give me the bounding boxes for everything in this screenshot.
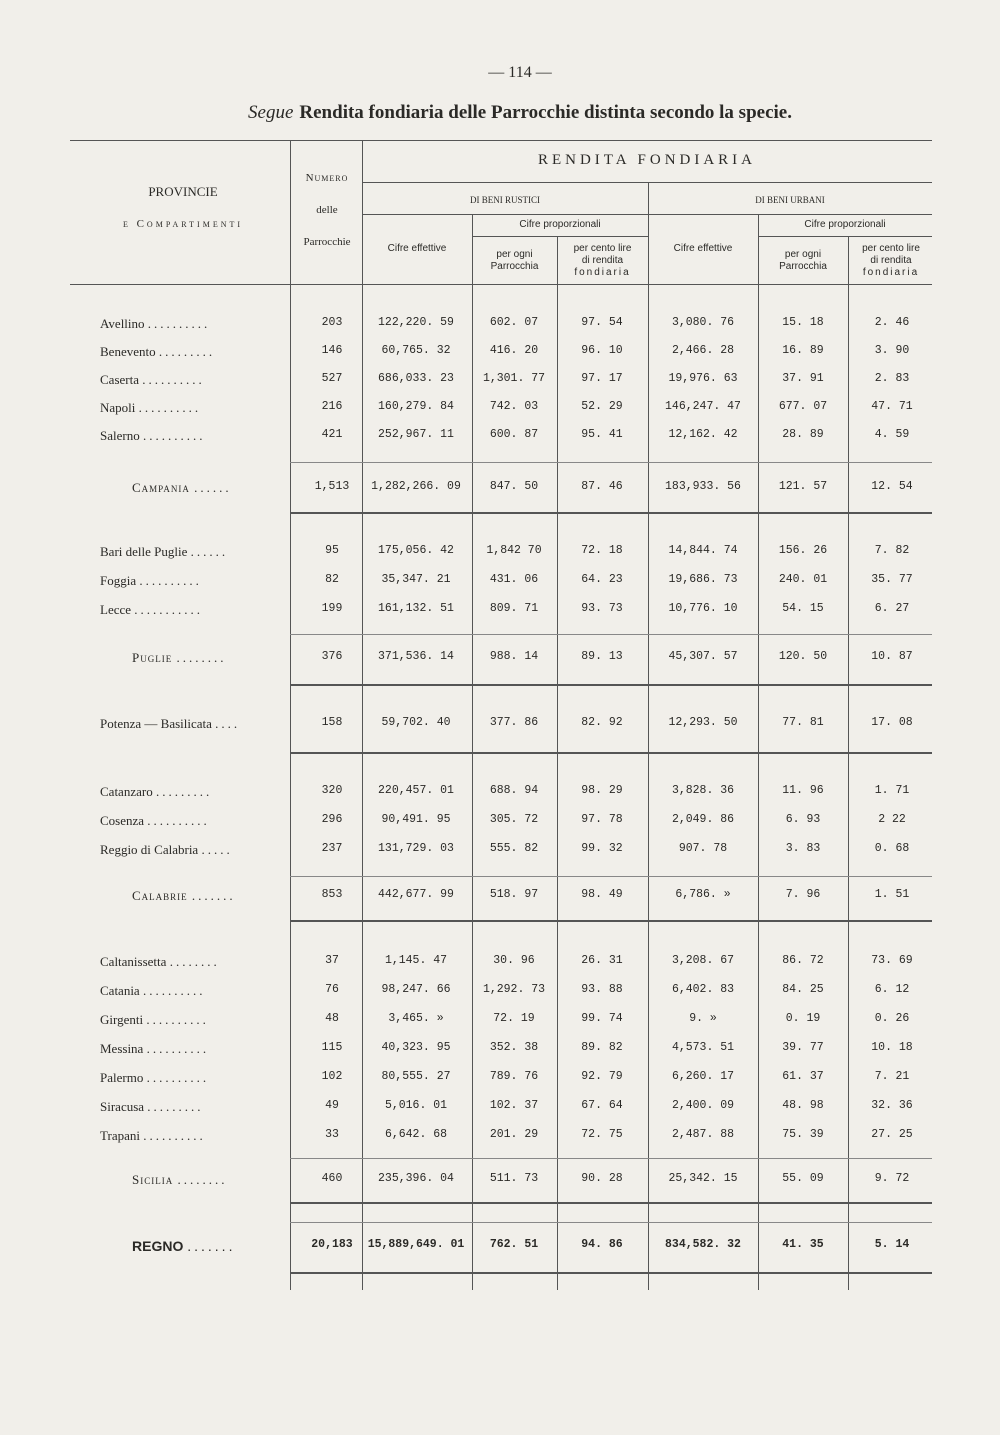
cell-rustici-per-parrocchia: 742. 03 bbox=[489, 400, 539, 413]
cell-rustici-per-cento: 90. 28 bbox=[581, 1172, 623, 1185]
cell-rustici-effettive: 442,677. 99 bbox=[378, 888, 454, 901]
header-numero-line2: delle bbox=[316, 204, 338, 216]
di-rendita-label: di rendita bbox=[870, 255, 912, 266]
cell-rustici-per-parrocchia: 30. 96 bbox=[493, 954, 535, 967]
table-row bbox=[0, 344, 1000, 368]
cell-rustici-per-cento: 72. 75 bbox=[581, 1128, 623, 1141]
table-row bbox=[0, 1128, 1000, 1152]
province-name: Palermo .......... bbox=[100, 1070, 210, 1085]
cell-rustici-effettive: 35,347. 21 bbox=[381, 573, 451, 586]
group-rule bbox=[290, 1158, 932, 1159]
cell-rustici-effettive: 98,247. 66 bbox=[381, 983, 451, 996]
per-cento-label: per cento lire bbox=[573, 243, 632, 254]
cell-urbani-per-parrocchia: 156. 26 bbox=[778, 544, 828, 557]
per-ogni-label: per ogni bbox=[784, 249, 822, 260]
parrocchia-label: Parrocchia bbox=[490, 261, 539, 272]
cell-rustici-per-cento: 89. 13 bbox=[581, 650, 623, 663]
fondiaria-label: fondiaria bbox=[862, 267, 920, 278]
fondiaria-label: fondiaria bbox=[574, 267, 631, 278]
cell-urbani-per-cento: 0. 68 bbox=[874, 842, 910, 855]
header-province bbox=[80, 186, 286, 230]
cell-urbani-per-parrocchia: 3. 83 bbox=[785, 842, 821, 855]
cell-urbani-per-parrocchia: 28. 89 bbox=[782, 428, 824, 441]
cell-rustici-per-cento: 26. 31 bbox=[581, 954, 623, 967]
table-row bbox=[0, 784, 1000, 808]
cell-urbani-effettive: 6,786. » bbox=[675, 888, 731, 901]
cell-urbani-per-parrocchia: 677. 07 bbox=[778, 400, 828, 413]
cell-rustici-effettive: 3,465. » bbox=[388, 1012, 444, 1025]
cell-rustici-effettive: 161,132. 51 bbox=[378, 602, 454, 615]
cell-urbani-per-parrocchia: 7. 96 bbox=[785, 888, 821, 901]
cell-rustici-per-parrocchia: 1,842 70 bbox=[486, 544, 542, 557]
cell-urbani-effettive: 3,208. 67 bbox=[671, 954, 735, 967]
cell-urbani-per-cento: 7. 82 bbox=[874, 544, 910, 557]
cell-rustici-per-cento: 94. 86 bbox=[581, 1238, 623, 1251]
cell-rustici-per-parrocchia: 377. 86 bbox=[489, 716, 539, 729]
cell-rustici-per-parrocchia: 847. 50 bbox=[489, 480, 539, 493]
cell-numero: 95 bbox=[325, 544, 339, 557]
province-name: Napoli .......... bbox=[100, 400, 202, 415]
cell-rustici-per-cento: 87. 46 bbox=[581, 480, 623, 493]
cell-urbani-effettive: 907. 78 bbox=[678, 842, 728, 855]
cell-numero: 20,183 bbox=[311, 1238, 353, 1251]
cell-urbani-per-cento: 6. 12 bbox=[874, 983, 910, 996]
cell-rustici-per-cento: 98. 49 bbox=[581, 888, 623, 901]
cell-rustici-per-cento: 72. 18 bbox=[581, 544, 623, 557]
table-row bbox=[0, 1099, 1000, 1123]
cell-urbani-effettive: 12,293. 50 bbox=[668, 716, 738, 729]
subtotal-row bbox=[0, 480, 1000, 504]
cell-urbani-per-cento: 6. 27 bbox=[874, 602, 910, 615]
header-numero-line3: Parrocchie bbox=[303, 236, 351, 248]
cell-numero: 49 bbox=[325, 1099, 339, 1112]
subtotal-row bbox=[0, 716, 1000, 740]
compartimento-name: Campania ...... bbox=[132, 480, 232, 495]
header-urbani: DI BENI URBANI bbox=[755, 195, 825, 205]
header-urbani-effettive: Cifre effettive bbox=[673, 243, 733, 254]
table-row bbox=[0, 983, 1000, 1007]
table-row bbox=[0, 372, 1000, 396]
per-ogni-label: per ogni bbox=[496, 249, 533, 260]
cell-urbani-effettive: 14,844. 74 bbox=[668, 544, 738, 557]
cell-urbani-effettive: 146,247. 47 bbox=[665, 400, 741, 413]
cell-rustici-per-cento: 99. 32 bbox=[581, 842, 623, 855]
cell-urbani-effettive: 2,487. 88 bbox=[671, 1128, 735, 1141]
cell-rustici-per-cento: 92. 79 bbox=[581, 1070, 623, 1083]
rendita-rule bbox=[362, 182, 932, 183]
cell-rustici-per-parrocchia: 555. 82 bbox=[489, 842, 539, 855]
header-rustici: DI BENI RUSTICI bbox=[470, 195, 540, 205]
province-name: Benevento ......... bbox=[100, 344, 216, 359]
rustici-rule bbox=[362, 214, 648, 215]
cell-rustici-per-cento: 67. 64 bbox=[581, 1099, 623, 1112]
header-province-line2: e Compartimenti bbox=[122, 218, 244, 230]
cell-urbani-per-cento: 0. 26 bbox=[874, 1012, 910, 1025]
cell-rustici-effettive: 40,323. 95 bbox=[381, 1041, 451, 1054]
group-rule bbox=[290, 752, 932, 754]
cell-rustici-per-parrocchia: 789. 76 bbox=[489, 1070, 539, 1083]
header-numero-line1: Numero bbox=[305, 172, 349, 184]
cell-rustici-per-parrocchia: 352. 38 bbox=[489, 1041, 539, 1054]
di-rendita-label: di rendita bbox=[581, 255, 624, 266]
cell-numero: 82 bbox=[325, 573, 339, 586]
table-row bbox=[0, 602, 1000, 626]
table-row bbox=[0, 400, 1000, 424]
cell-urbani-per-parrocchia: 16. 89 bbox=[782, 344, 824, 357]
cell-rustici-per-cento: 97. 54 bbox=[581, 316, 623, 329]
province-name: Avellino .......... bbox=[100, 316, 211, 331]
cell-numero: 115 bbox=[321, 1041, 343, 1054]
cell-urbani-per-parrocchia: 61. 37 bbox=[782, 1070, 824, 1083]
province-name: Catanzaro ......... bbox=[100, 784, 213, 799]
cell-numero: 37 bbox=[325, 954, 339, 967]
cell-urbani-per-parrocchia: 75. 39 bbox=[782, 1128, 824, 1141]
header-rendita: RENDITA FONDIARIA bbox=[537, 152, 757, 168]
cell-urbani-per-cento: 10. 18 bbox=[871, 1041, 913, 1054]
cell-urbani-per-parrocchia: 11. 96 bbox=[782, 784, 824, 797]
cell-rustici-per-parrocchia: 762. 51 bbox=[489, 1238, 539, 1251]
cell-urbani-effettive: 19,686. 73 bbox=[668, 573, 738, 586]
cell-urbani-per-parrocchia: 84. 25 bbox=[782, 983, 824, 996]
cell-urbani-effettive: 3,080. 76 bbox=[671, 316, 735, 329]
cell-numero: 460 bbox=[321, 1172, 343, 1185]
cell-urbani-per-cento: 9. 72 bbox=[874, 1172, 910, 1185]
cell-rustici-effettive: 59,702. 40 bbox=[381, 716, 451, 729]
cell-rustici-per-cento: 96. 10 bbox=[581, 344, 623, 357]
cell-rustici-per-parrocchia: 1,301. 77 bbox=[482, 372, 546, 385]
cell-urbani-per-parrocchia: 37. 91 bbox=[782, 372, 824, 385]
cell-urbani-per-cento: 27. 25 bbox=[871, 1128, 913, 1141]
cell-urbani-per-cento: 4. 59 bbox=[874, 428, 910, 441]
province-name: Bari delle Puglie ...... bbox=[100, 544, 229, 559]
cell-urbani-effettive: 834,582. 32 bbox=[665, 1238, 741, 1251]
cell-rustici-per-parrocchia: 72. 19 bbox=[493, 1012, 535, 1025]
cell-urbani-per-cento: 2. 46 bbox=[874, 316, 910, 329]
cell-rustici-per-cento: 99. 74 bbox=[581, 1012, 623, 1025]
group-rule bbox=[290, 634, 932, 635]
province-name: Reggio di Calabria ..... bbox=[100, 842, 233, 857]
cell-urbani-effettive: 12,162. 42 bbox=[668, 428, 738, 441]
regno-label: REGNO ....... bbox=[132, 1238, 236, 1254]
header-rustici-effettive: Cifre effettive bbox=[387, 243, 447, 254]
cell-rustici-effettive: 235,396. 04 bbox=[378, 1172, 454, 1185]
cell-rustici-effettive: 6,642. 68 bbox=[384, 1128, 448, 1141]
grand-total-row bbox=[0, 1238, 1000, 1262]
cell-numero: 76 bbox=[325, 983, 339, 996]
cell-urbani-per-parrocchia: 41. 35 bbox=[782, 1238, 824, 1251]
table-row bbox=[0, 544, 1000, 568]
page-title bbox=[0, 102, 1000, 124]
province-name: Cosenza .......... bbox=[100, 813, 210, 828]
subtotal-row bbox=[0, 888, 1000, 912]
cell-rustici-effettive: 371,536. 14 bbox=[378, 650, 454, 663]
cell-rustici-effettive: 80,555. 27 bbox=[381, 1070, 451, 1083]
compartimento-name: Sicilia ........ bbox=[132, 1172, 228, 1187]
cell-numero: 296 bbox=[321, 813, 343, 826]
cell-urbani-per-parrocchia: 240. 01 bbox=[778, 573, 828, 586]
cell-rustici-per-cento: 97. 78 bbox=[581, 813, 623, 826]
group-rule bbox=[290, 1222, 932, 1223]
province-name: Trapani .......... bbox=[100, 1128, 206, 1143]
cell-urbani-effettive: 19,976. 63 bbox=[668, 372, 738, 385]
header-urbani-per-cento bbox=[848, 243, 934, 279]
cell-rustici-effettive: 220,457. 01 bbox=[378, 784, 454, 797]
province-name: Messina .......... bbox=[100, 1041, 210, 1056]
header-rustici-prop: Cifre proporzionali bbox=[519, 219, 601, 230]
province-name: Catania .......... bbox=[100, 983, 206, 998]
province-name: Caserta .......... bbox=[100, 372, 205, 387]
cell-rustici-per-cento: 52. 29 bbox=[581, 400, 623, 413]
cell-urbani-effettive: 3,828. 36 bbox=[671, 784, 735, 797]
cell-numero: 33 bbox=[325, 1128, 339, 1141]
cell-urbani-effettive: 9. » bbox=[689, 1012, 717, 1025]
cell-rustici-effettive: 1,282,266. 09 bbox=[371, 480, 461, 493]
cell-urbani-effettive: 4,573. 51 bbox=[671, 1041, 735, 1054]
group-rule bbox=[290, 1202, 932, 1204]
cell-urbani-per-parrocchia: 86. 72 bbox=[782, 954, 824, 967]
cell-urbani-per-cento: 17. 08 bbox=[871, 716, 913, 729]
cell-rustici-effettive: 122,220. 59 bbox=[378, 316, 454, 329]
cell-urbani-per-parrocchia: 54. 15 bbox=[782, 602, 824, 615]
urbani-prop-rule bbox=[758, 236, 932, 237]
header-bottom-rule bbox=[70, 284, 932, 285]
cell-numero: 102 bbox=[321, 1070, 343, 1083]
cell-numero: 320 bbox=[321, 784, 343, 797]
cell-rustici-per-parrocchia: 600. 87 bbox=[489, 428, 539, 441]
cell-numero: 1,513 bbox=[314, 480, 350, 493]
cell-numero: 146 bbox=[321, 344, 343, 357]
cell-rustici-effettive: 15,889,649. 01 bbox=[367, 1238, 465, 1251]
province-name: Potenza — Basilicata .... bbox=[100, 716, 241, 731]
cell-rustici-per-parrocchia: 518. 97 bbox=[489, 888, 539, 901]
cell-rustici-per-cento: 95. 41 bbox=[581, 428, 623, 441]
cell-rustici-per-parrocchia: 305. 72 bbox=[489, 813, 539, 826]
header-province-line1: PROVINCIE bbox=[148, 184, 218, 199]
cell-rustici-effettive: 5,016. 01 bbox=[384, 1099, 448, 1112]
header-urbani-prop: Cifre proporzionali bbox=[804, 219, 886, 230]
cell-numero: 421 bbox=[321, 428, 343, 441]
cell-rustici-per-cento: 82. 92 bbox=[581, 716, 623, 729]
cell-urbani-per-cento: 12. 54 bbox=[871, 480, 913, 493]
cell-urbani-effettive: 2,049. 86 bbox=[671, 813, 735, 826]
header-numero bbox=[292, 172, 362, 248]
cell-rustici-effettive: 90,491. 95 bbox=[381, 813, 451, 826]
cell-numero: 216 bbox=[321, 400, 343, 413]
province-name: Siracusa ......... bbox=[100, 1099, 204, 1114]
cell-rustici-effettive: 1,145. 47 bbox=[384, 954, 448, 967]
cell-urbani-effettive: 6,402. 83 bbox=[671, 983, 735, 996]
table-row bbox=[0, 1012, 1000, 1036]
cell-urbani-effettive: 183,933. 56 bbox=[665, 480, 741, 493]
cell-urbani-per-cento: 10. 87 bbox=[871, 650, 913, 663]
cell-urbani-effettive: 25,342. 15 bbox=[668, 1172, 738, 1185]
cell-urbani-per-cento: 32. 36 bbox=[871, 1099, 913, 1112]
table-row bbox=[0, 1070, 1000, 1094]
group-rule bbox=[290, 512, 932, 514]
table-row bbox=[0, 573, 1000, 597]
page-number: — 114 — bbox=[488, 64, 552, 81]
cell-numero: 237 bbox=[321, 842, 343, 855]
cell-urbani-per-parrocchia: 120. 50 bbox=[778, 650, 828, 663]
group-rule bbox=[290, 462, 932, 463]
cell-rustici-effettive: 252,967. 11 bbox=[378, 428, 454, 441]
cell-urbani-per-cento: 73. 69 bbox=[871, 954, 913, 967]
cell-urbani-per-cento: 1. 71 bbox=[874, 784, 910, 797]
subtotal-row bbox=[0, 1172, 1000, 1196]
cell-urbani-per-cento: 7. 21 bbox=[874, 1070, 910, 1083]
cell-urbani-per-parrocchia: 48. 98 bbox=[782, 1099, 824, 1112]
cell-numero: 376 bbox=[321, 650, 343, 663]
per-cento-label: per cento lire bbox=[862, 243, 920, 254]
cell-urbani-per-cento: 2. 83 bbox=[874, 372, 910, 385]
cell-rustici-per-parrocchia: 988. 14 bbox=[489, 650, 539, 663]
table-row bbox=[0, 316, 1000, 340]
cell-rustici-per-parrocchia: 416. 20 bbox=[489, 344, 539, 357]
cell-urbani-per-cento: 3. 90 bbox=[874, 344, 910, 357]
province-name: Lecce ........... bbox=[100, 602, 204, 617]
province-name: Caltanissetta ........ bbox=[100, 954, 220, 969]
cell-urbani-per-parrocchia: 6. 93 bbox=[785, 813, 821, 826]
cell-urbani-per-parrocchia: 0. 19 bbox=[785, 1012, 821, 1025]
cell-urbani-per-parrocchia: 77. 81 bbox=[782, 716, 824, 729]
header-rustici-per-cento bbox=[557, 243, 648, 279]
cell-numero: 199 bbox=[321, 602, 343, 615]
table-row bbox=[0, 1041, 1000, 1065]
header-top-rule bbox=[70, 140, 932, 141]
cell-rustici-per-cento: 64. 23 bbox=[581, 573, 623, 586]
cell-rustici-per-cento: 89. 82 bbox=[581, 1041, 623, 1054]
cell-rustici-per-parrocchia: 431. 06 bbox=[489, 573, 539, 586]
cell-urbani-effettive: 10,776. 10 bbox=[668, 602, 738, 615]
cell-rustici-per-cento: 93. 73 bbox=[581, 602, 623, 615]
cell-rustici-effettive: 131,729. 03 bbox=[378, 842, 454, 855]
cell-numero: 527 bbox=[321, 372, 343, 385]
cell-urbani-effettive: 45,307. 57 bbox=[668, 650, 738, 663]
cell-rustici-per-cento: 97. 17 bbox=[581, 372, 623, 385]
parrocchia-label: Parrocchia bbox=[779, 261, 827, 272]
cell-rustici-per-parrocchia: 102. 37 bbox=[489, 1099, 539, 1112]
cell-rustici-per-cento: 93. 88 bbox=[581, 983, 623, 996]
cell-urbani-per-parrocchia: 15. 18 bbox=[782, 316, 824, 329]
compartimento-name: Puglie ........ bbox=[132, 650, 227, 665]
table-row bbox=[0, 954, 1000, 978]
cell-urbani-per-parrocchia: 121. 57 bbox=[778, 480, 828, 493]
cell-rustici-effettive: 60,765. 32 bbox=[381, 344, 451, 357]
province-name: Foggia .......... bbox=[100, 573, 202, 588]
header-urbani-per-ogni bbox=[758, 249, 848, 273]
cell-rustici-per-parrocchia: 688. 94 bbox=[489, 784, 539, 797]
cell-rustici-effettive: 175,056. 42 bbox=[378, 544, 454, 557]
cell-rustici-per-parrocchia: 809. 71 bbox=[489, 602, 539, 615]
title-prefix: Segue bbox=[248, 102, 294, 123]
table-row bbox=[0, 428, 1000, 452]
cell-urbani-per-parrocchia: 55. 09 bbox=[782, 1172, 824, 1185]
cell-rustici-effettive: 686,033. 23 bbox=[378, 372, 454, 385]
cell-rustici-per-parrocchia: 602. 07 bbox=[489, 316, 539, 329]
cell-rustici-per-parrocchia: 201. 29 bbox=[489, 1128, 539, 1141]
cell-urbani-per-cento: 5. 14 bbox=[874, 1238, 910, 1251]
cell-urbani-per-parrocchia: 39. 77 bbox=[782, 1041, 824, 1054]
cell-urbani-per-cento: 47. 71 bbox=[871, 400, 913, 413]
title-text: Rendita fondiaria delle Parrocchie distinta secondo la specie. bbox=[299, 102, 792, 123]
cell-urbani-per-cento: 1. 51 bbox=[874, 888, 910, 901]
cell-numero: 203 bbox=[321, 316, 343, 329]
cell-numero: 853 bbox=[321, 888, 343, 901]
urbani-rule bbox=[648, 214, 932, 215]
group-rule bbox=[290, 920, 932, 922]
cell-urbani-per-cento: 2 22 bbox=[878, 813, 906, 826]
group-rule bbox=[290, 876, 932, 877]
cell-urbani-effettive: 2,466. 28 bbox=[671, 344, 735, 357]
cell-numero: 158 bbox=[321, 716, 343, 729]
table-row bbox=[0, 813, 1000, 837]
rustici-prop-rule bbox=[472, 236, 648, 237]
cell-urbani-per-cento: 35. 77 bbox=[871, 573, 913, 586]
header-rustici-per-ogni bbox=[472, 249, 557, 273]
compartimento-name: Calabrie ....... bbox=[132, 888, 236, 903]
group-rule bbox=[290, 684, 932, 686]
cell-rustici-per-cento: 98. 29 bbox=[581, 784, 623, 797]
table-row bbox=[0, 842, 1000, 866]
cell-urbani-effettive: 2,400. 09 bbox=[671, 1099, 735, 1112]
province-name: Salerno .......... bbox=[100, 428, 206, 443]
province-name: Girgenti .......... bbox=[100, 1012, 209, 1027]
cell-rustici-effettive: 160,279. 84 bbox=[378, 400, 454, 413]
group-rule bbox=[290, 1272, 932, 1274]
subtotal-row bbox=[0, 650, 1000, 674]
cell-rustici-per-parrocchia: 511. 73 bbox=[489, 1172, 539, 1185]
cell-rustici-per-parrocchia: 1,292. 73 bbox=[482, 983, 546, 996]
cell-urbani-effettive: 6,260. 17 bbox=[671, 1070, 735, 1083]
cell-numero: 48 bbox=[325, 1012, 339, 1025]
